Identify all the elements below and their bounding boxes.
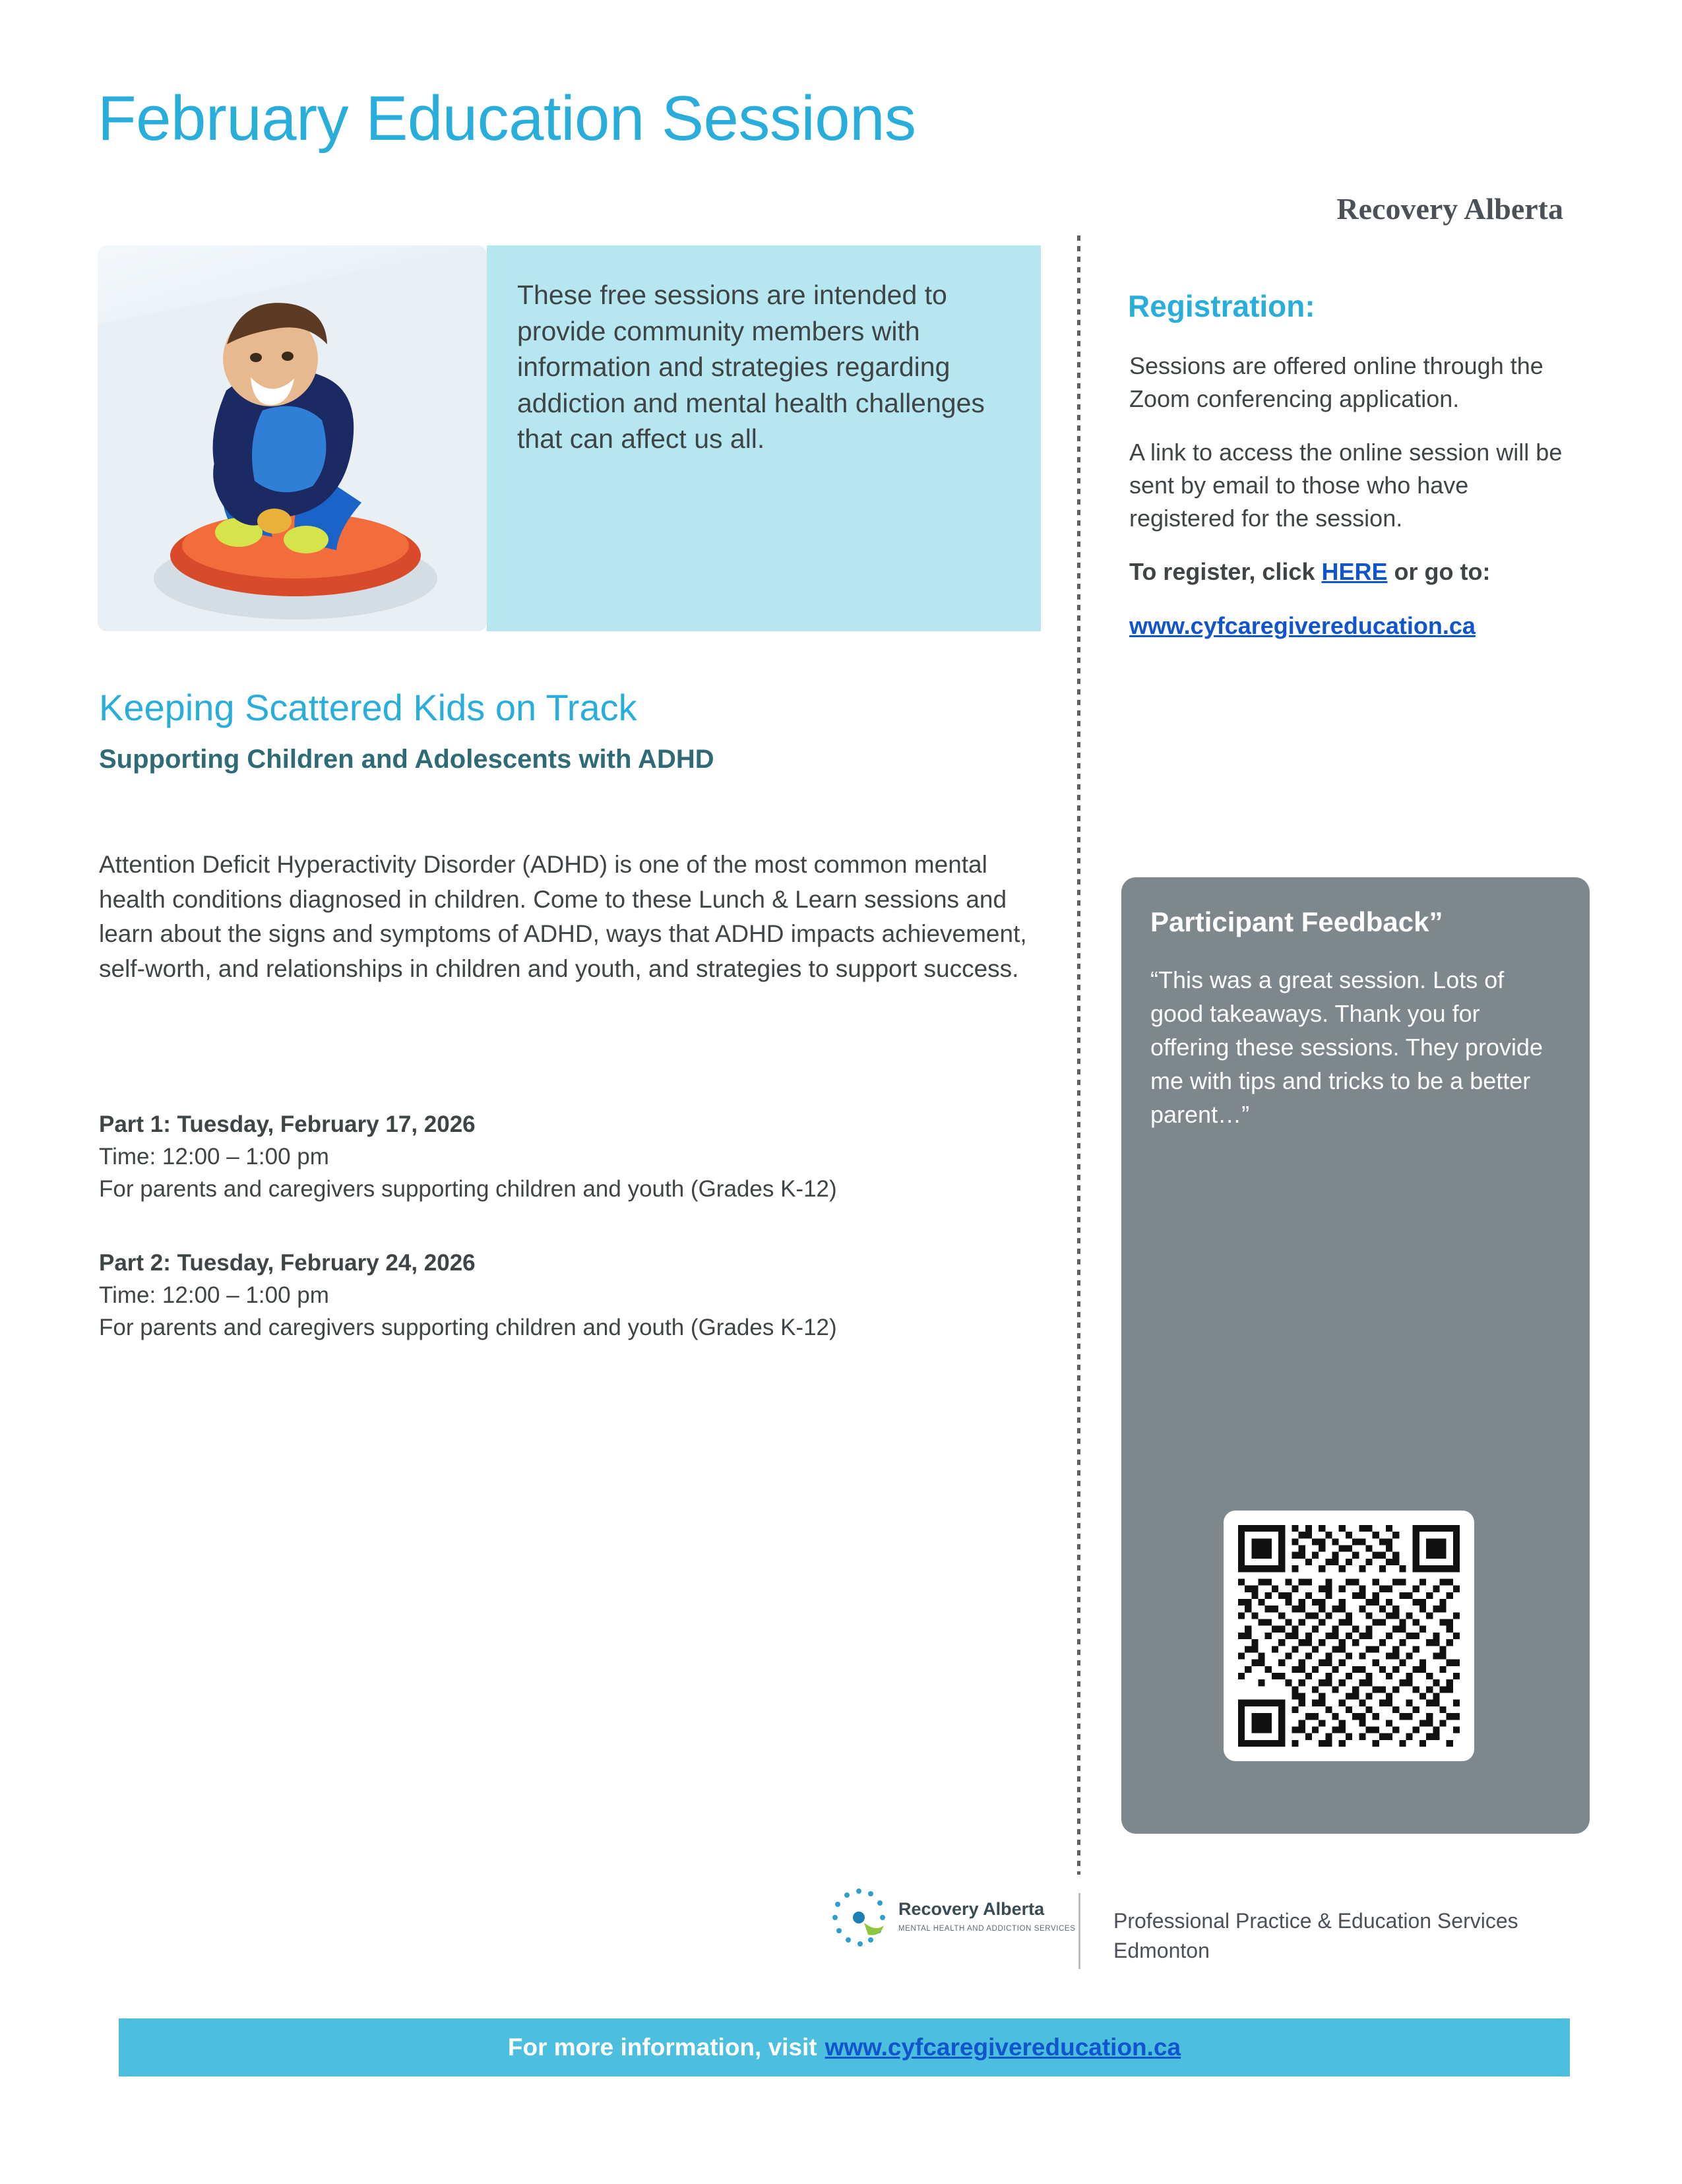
svg-text:Recovery Alberta: Recovery Alberta: [898, 1899, 1045, 1919]
part-time: Time: 12:00 – 1:00 pm: [99, 1282, 329, 1308]
child-sledding-photo: [98, 245, 487, 631]
session-part-1: [99, 1108, 1049, 1205]
part-heading: Part 1: Tuesday, February 17, 2026: [99, 1111, 476, 1137]
registration-cta: [1129, 555, 1578, 588]
brand-wordmark: Recovery Alberta: [1336, 192, 1563, 226]
recovery-alberta-logo: [825, 1883, 1075, 1982]
register-prefix: To register, click: [1129, 558, 1322, 586]
registration-para-1: Sessions are offered online through the Zoom conferencing application.: [1129, 352, 1543, 412]
footer-department-line2: Edmonton: [1113, 1938, 1210, 1962]
session-description: Attention Deficit Hyperactivity Disorder (ADHD) is one of the most common mental health conditions diagnosed in children. Come to these Lunch & Learn sessions and learn about the signs and symptoms of ADHD, ways that ADHD impacts achievement, self-worth, and relationships in children and youth, and strategies to support success.: [99, 851, 1027, 982]
registration-url-link[interactable]: www.cyfcaregivereducation.ca: [1129, 612, 1476, 640]
page-title: February Education Sessions: [98, 83, 916, 154]
column-divider: [1077, 232, 1080, 1875]
footer-department: [1113, 1906, 1518, 1966]
session-title: Keeping Scattered Kids on Track: [99, 687, 637, 728]
footer-bar-link[interactable]: www.cyfcaregivereducation.ca: [825, 2034, 1181, 2061]
registration-body: [1129, 350, 1578, 642]
session-part-2: [99, 1247, 1049, 1344]
svg-text:MENTAL HEALTH AND ADDICTION SE: MENTAL HEALTH AND ADDICTION SERVICES: [898, 1925, 1075, 1933]
intro-text: These free sessions are intended to provide community members with information and strategies regarding addiction and mental health challenges that can affect us all.: [517, 280, 985, 454]
part-audience: For parents and caregivers supporting children and youth (Grades K-12): [99, 1315, 837, 1340]
register-suffix: or go to:: [1387, 558, 1491, 586]
register-here-link[interactable]: HERE: [1321, 558, 1388, 586]
feedback-heading: Participant Feedback”: [1150, 906, 1443, 937]
footer-divider: [1078, 1893, 1080, 1969]
footer-bar-text: For more information, visit: [507, 2034, 817, 2061]
qr-code[interactable]: [1224, 1511, 1474, 1761]
part-audience: For parents and caregivers supporting children and youth (Grades K-12): [99, 1176, 837, 1202]
registration-heading: Registration:: [1128, 289, 1315, 323]
session-subtitle: Supporting Children and Adolescents with ADHD: [99, 745, 714, 774]
intro-box: [487, 245, 1041, 631]
registration-para-2: A link to access the online session will be sent by email to those who have registered for the session.: [1129, 439, 1563, 532]
footer-department-line1: Professional Practice & Education Services: [1113, 1909, 1518, 1933]
part-time: Time: 12:00 – 1:00 pm: [99, 1144, 329, 1170]
registration-url-row: [1129, 609, 1578, 642]
part-heading: Part 2: Tuesday, February 24, 2026: [99, 1250, 476, 1276]
feedback-quote: “This was a great session. Lots of good takeaways. Thank you for offering these sessions. They provide me with tips and tricks to be a better parent…”: [1150, 966, 1543, 1129]
footer-bar: [119, 2018, 1570, 2076]
